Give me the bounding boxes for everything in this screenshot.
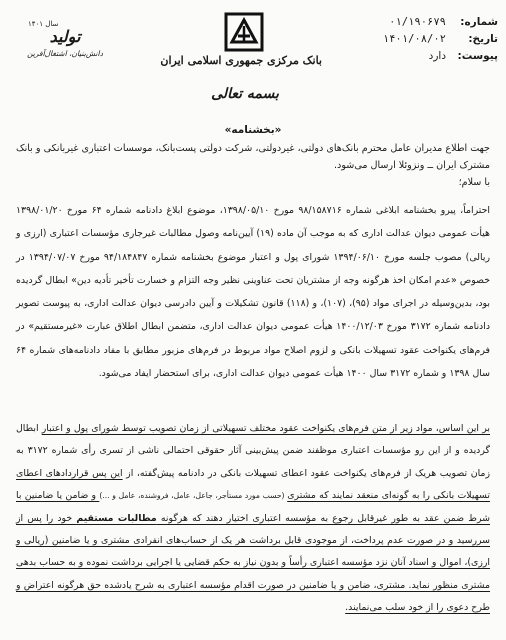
letter-date-row [348,31,498,48]
bank-name: بانک مرکزی جمهوری اسلامی ایران [160,54,322,67]
central-bank-logo-icon [222,12,266,52]
body-paragraph-2 [16,418,490,620]
letter-meta [348,14,498,65]
body-paragraph-1: احتراماً، پیرو بخشنامه ابلاغی شماره ۹۸/۱۵۸۷۱۶ مورخ ۱۳۹۸/۰۵/۱۰، موضوع ابلاغ دادنامه شماره ۶۴ مورخ ۱۳۹۸/۰۱/۲۰ هیأت عمومی دیوان عدالت اداری که به موجب آن ماده (۱۹) آیین‌نامه وصول مطالبات غیرجاری مؤسسات اعتباری (ارزی و ریالی) مصوب جلسه مورخ ۱۳۹۴/۰۶/۱۰ شورای پول و اعتبار موضوع بخشنامه شماره ۹۴/۱۸۴۸۴۷ مورخ ۱۳۹۴/۰۷/۰۷ در خصوص «عدم امکان اخذ هرگونه وجه از مشتریان تحت عناوینی نظیر وجه التزام و خسارت تأخیر تأدیه دین» ابطال گردیده بود، بدین‌وسیله در اجرای مواد (۹۵)، (۱۰۷)، و (۱۱۸) قانون تشکیلات و آیین دادرسی دیوان عدالت اداری، به پیوست تصویر دادنامه شماره ۳۱۷۲ مورخ ۱۴۰۰/۱۲/۰۳ هیأت عمومی دیوان عدالت اداری، متضمن ابطال اطلاق عبارت «غیرمستقیم» در فرم‌های یکنواخت عقود تسهیلات بانکی و لزوم اصلاح مواد مربوط در فرم‌های مزبور مطابق با مفاد دادنامه‌های شماره ۶۴ سال ۱۳۹۸ و شماره ۳۱۷۲ سال ۱۴۰۰ هیأت عمومی دیوان عدالت اداری، برای استحضار ایفاد می‌شود. [16,205,491,380]
para2-part-a: بر این اساس، مواد زیر از متن فرم‌های یکنواخت عقود مختلف تسهیلاتی از زمان تصویب توسط شورای پول و اعتبار [41,423,490,434]
slogan-main: تولید [49,27,81,46]
para2-part-d: (حسب مورد مستأجر، جاعل، عامل، فروشنده، عامل و ...) [99,491,288,501]
slogan-sub: دانش‌بنیان، اشتغال‌آفرین [27,49,103,58]
letter-number-label: شماره: [460,16,498,28]
letterhead [0,0,506,118]
slogan-year: سال ۱۴۰۱ [28,20,59,28]
letter-number-value: ۰۱/۱۹۰۶۷۹ [389,16,446,28]
letter-date-label: تاریخ: [468,33,498,45]
greeting: با سلام؛ [458,177,490,188]
para2-part-g: خود را پس از سررسید و در صورت عدم پرداخت، از موجودی قابل برداشت هر یک از حساب‌های انفرادی مشتری و یا ضامنین (ریالی و ارزی)، اموال و اسناد آنان نزد مؤسسه اعتباری رأساً و بدون نیاز به حکم قضایی یا اجرایی برداشت نموده و به حساب بدهی مشتری منظور نماید. مشتری، ضامن و یا ضامنین در صورت اقدام مؤسسه اعتباری به شرح یادشده حق هرگونه اعتراض و طرح دعوی را از خود سلب می‌نمایند. [16,512,490,614]
document-title: «بخشنامه» [224,124,282,136]
recipients-line: جهت اطلاع مدیران عامل محترم بانک‌های دولتی، غیردولتی، شرکت دولتی پست‌بانک، موسسات اعتباری غیربانکی و بانک مشترک ایران ــ ونزوئلا ارسال می‌شود. [16,143,490,171]
letter-number-row [348,14,498,31]
letter-attachment-label: پیوست: [457,50,498,62]
year-slogan [10,20,120,58]
letter-attachment-row [348,48,498,65]
para2-part-e: و ضامن یا ضامنین با شرط ضمن عقد به طور غیرقابل رجوع به مؤسسه اعتباری اختیار دهند که هرگونه [16,490,490,524]
para2-part-f: مطالبات مستقیم [76,512,157,524]
para2-part-c: این پس قراردادهای اعطای تسهیلات بانکی را به گونه‌ای منعقد نمایند که مشتری [16,467,490,502]
taala-heading: بسمه تعالی [211,86,279,102]
letter-date-value: ۱۴۰۱/۰۸/۰۲ [382,33,446,45]
para2-part-b: ابطال گردیده و از این رو مؤسسات اعتباری موظفند ضمن پیش‌بینی آثار حقوقی احتمالی ناشی از تسری رأی شماره ۳۱۷۲ به زمان تصویب هریک از فرم‌های یکنواخت عقود اعطای تسهیلات بانکی در دادنامه پیش‌گفته، از [16,423,490,479]
letter-attachment-value: دارد [428,50,446,62]
